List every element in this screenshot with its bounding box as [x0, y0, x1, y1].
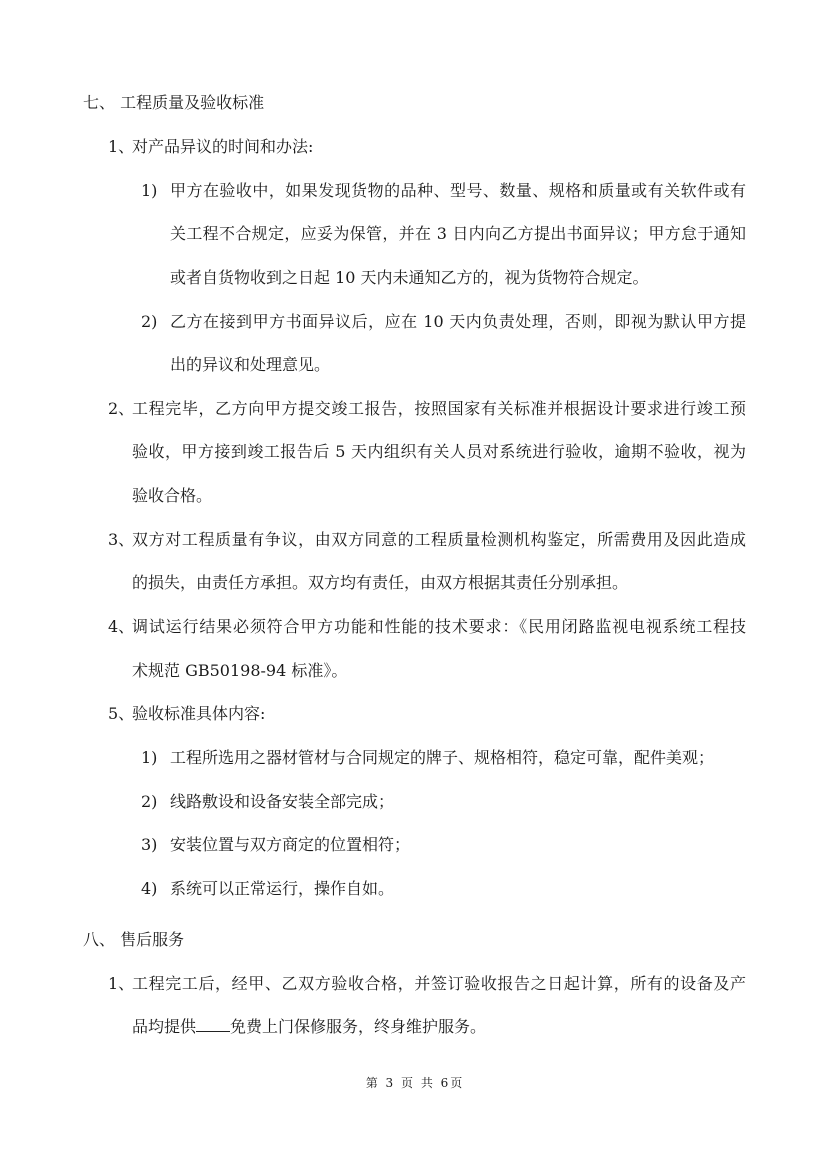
item-text: 双方对工程质量有争议，由双方同意的工程质量检测机构鉴定，所需费用及因此造成 — [132, 530, 746, 549]
subitem-text: 或者自货物收到之日起 10 天内未通知乙方的，视为货物符合规定。 — [170, 268, 649, 287]
subitem-text: 工程所选用之器材管材与合同规定的牌子、规格相符，稳定可靠，配件美观； — [170, 748, 715, 767]
item-number: 3、 — [108, 530, 135, 549]
item-text: 验收标准具体内容: — [132, 704, 266, 723]
subitem-text: 乙方在接到甲方书面异议后，应在 10 天内负责处理，否则，即视为默认甲方提 — [170, 312, 746, 331]
item-text: 验收合格。 — [132, 486, 213, 505]
subitem-text: 出的异议和处理意见。 — [170, 355, 331, 374]
subitem-number: 2) — [141, 792, 158, 811]
item-number: 1、 — [108, 137, 135, 156]
item-text: 术规范 GB50198-94 标准》。 — [132, 661, 348, 680]
item-text: 调试运行结果必须符合甲方功能和性能的技术要求：《民用闭路监视电视系统工程技 — [132, 617, 746, 636]
subitem-text: 系统可以正常运行，操作自如。 — [170, 879, 395, 898]
page-footer: 第 3 页 共 6页 — [365, 1076, 465, 1090]
subitem-text: 关工程不合规定，应妥为保管，并在 3 日内向乙方提出书面异议；甲方怠于通知 — [170, 224, 746, 243]
subitem-number: 2) — [141, 312, 158, 331]
subitem-number: 3) — [141, 835, 158, 854]
item-text: 的损失，由责任方承担。双方均有责任，由双方根据其责任分别承担。 — [132, 573, 629, 592]
item-text: 免费上门保修服务，终身维护服务。 — [230, 1017, 487, 1036]
item-text: 工程完毕，乙方向甲方提交竣工报告，按照国家有关标准并根据设计要求进行竣工预 — [132, 399, 746, 418]
section-heading-7: 七、 工程质量及验收标准 — [83, 93, 265, 112]
subitem-text: 甲方在验收中，如果发现货物的品种、型号、数量、规格和质量或有关软件或有 — [170, 181, 746, 200]
item-text: 工程完工后，经甲、乙双方验收合格，并签订验收报告之日起计算，所有的设备及产 — [132, 974, 746, 993]
item-text: 品均提供 — [132, 1017, 197, 1036]
item-number: 2、 — [108, 399, 135, 418]
subitem-text: 线路敷设和设备安装全部完成； — [170, 792, 395, 811]
section-heading-8: 八、 售后服务 — [83, 930, 185, 949]
item-number: 1、 — [108, 974, 135, 993]
item-number: 5、 — [108, 704, 135, 723]
item-text: 对产品异议的时间和办法: — [132, 137, 314, 156]
subitem-text: 安装位置与双方商定的位置相符； — [170, 835, 411, 854]
item-text: 验收，甲方接到竣工报告后 5 天内组织有关人员对系统进行验收，逾期不验收，视为 — [132, 442, 746, 461]
subitem-number: 1) — [141, 181, 158, 200]
item-text-with-blank — [132, 1017, 486, 1037]
subitem-number: 1) — [141, 748, 158, 767]
fill-in-blank — [196, 1017, 230, 1032]
item-number: 4、 — [108, 617, 135, 636]
subitem-number: 4) — [141, 879, 158, 898]
